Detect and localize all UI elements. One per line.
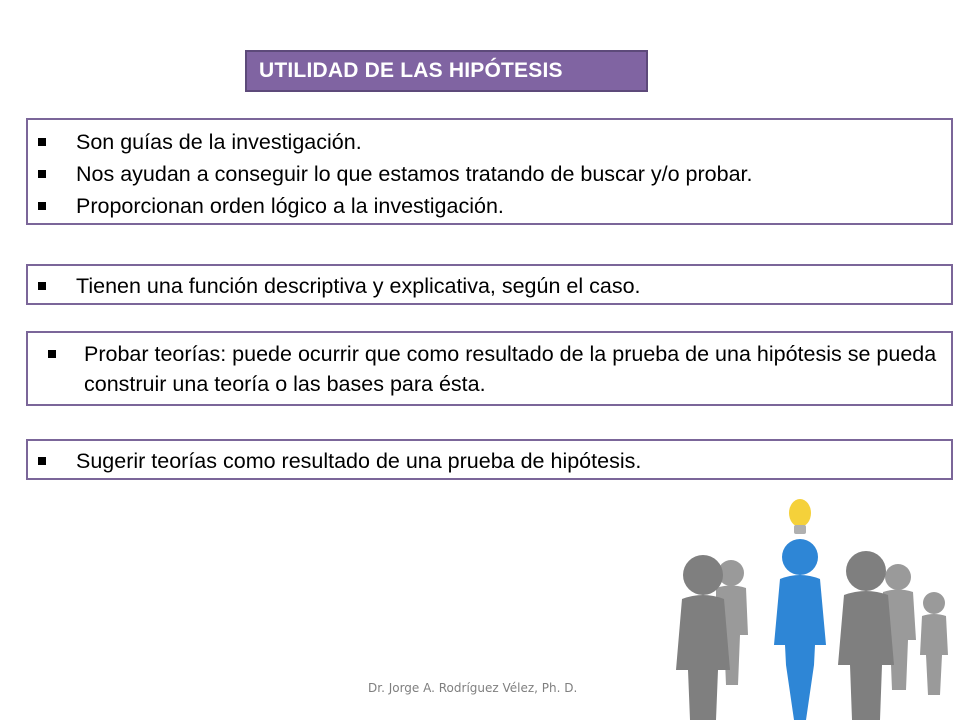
people-lightbulb-icon [676,495,960,720]
bullet-item: Nos ayudan a conseguir lo que estamos tratando de buscar y/o probar. [28,158,951,190]
bullet-item: Tienen una función descriptiva y explicativa, según el caso. [28,270,951,302]
bullet-box-test-theories [26,331,953,406]
slide-title: UTILIDAD DE LAS HIPÓTESIS [259,59,563,82]
bullet-item: Son guías de la investigación. [28,126,951,158]
bullet-item: Probar teorías: puede ocurrir que como resultado de la prueba de una hipótesis se pueda construir una teoría o las bases para ésta. [28,339,951,399]
title-box [245,50,648,92]
bullet-list [28,126,951,222]
bullet-item: Sugerir teorías como resultado de una prueba de hipótesis. [28,445,951,477]
bullet-box-function [26,264,953,305]
footer-author: Dr. Jorge A. Rodríguez Vélez, Ph. D. [368,681,578,695]
bullet-list [28,445,951,477]
bullet-list [28,270,951,302]
bullet-box-guides [26,118,953,225]
bullet-item: Proporcionan orden lógico a la investigación. [28,190,951,222]
lightbulb-icon [789,499,811,534]
bullet-list [28,339,951,399]
bullet-box-suggest-theories [26,439,953,480]
